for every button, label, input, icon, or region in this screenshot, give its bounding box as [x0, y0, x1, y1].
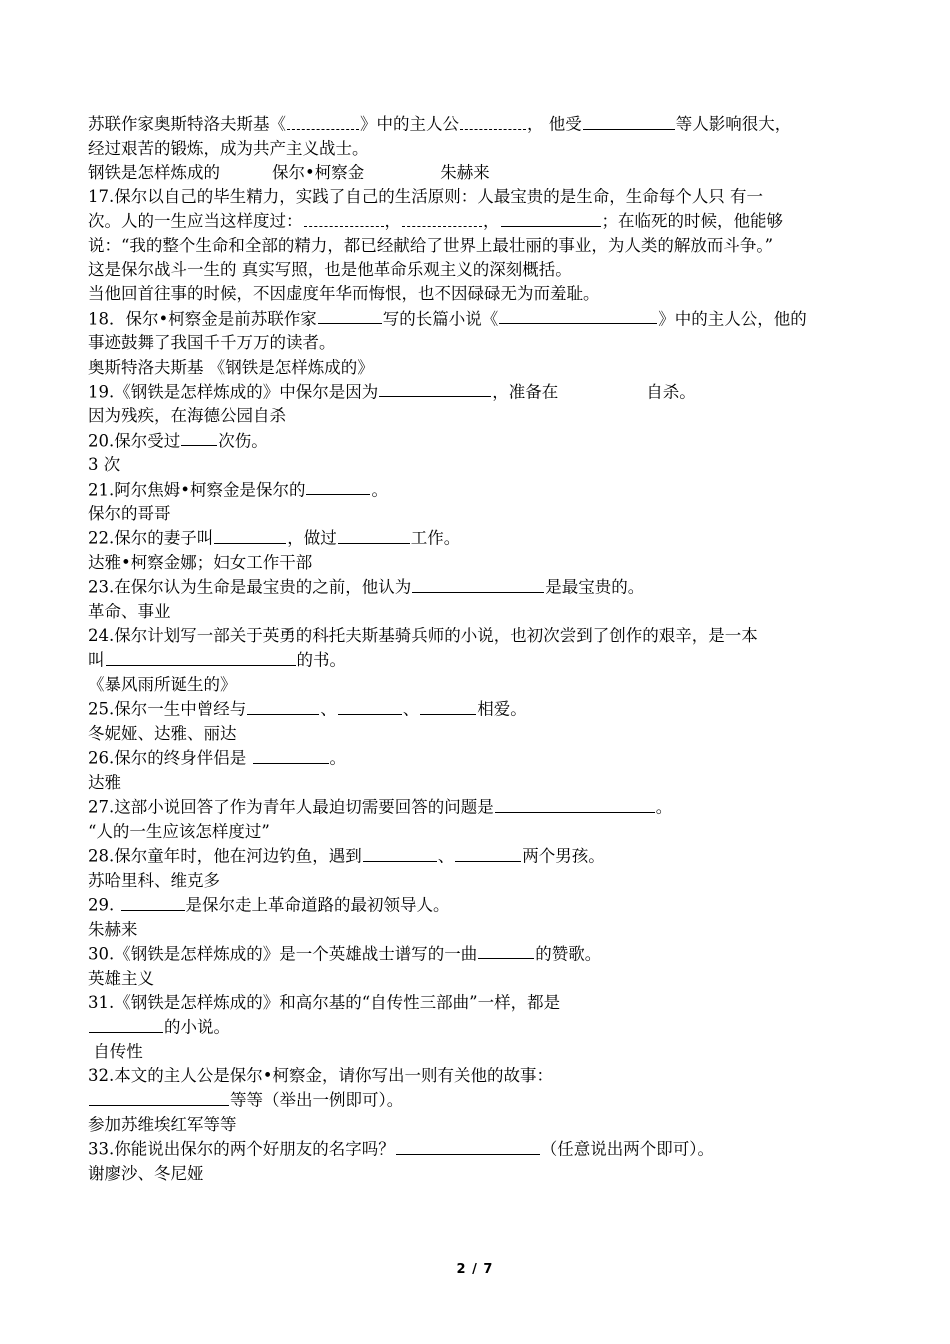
blank-field: [338, 697, 402, 715]
question-26: 26.保尔的终身伴侣是 。: [88, 746, 868, 771]
question-17-line-1: 17.保尔以自己的毕生精力，实践了自己的生活原则：人最宝贵的是生命，生命每个人只 有一: [88, 187, 763, 207]
question-18-line-1: 18．保尔•柯察金是前苏联作家 写的长篇小说《 》中的主人公，他的: [88, 307, 868, 332]
blank-field: [121, 893, 185, 911]
blank-field: [214, 526, 286, 544]
blank-field: [499, 307, 657, 325]
question-29: 29. 是保尔走上革命道路的最初领导人。: [88, 893, 868, 918]
blank-field: [495, 795, 655, 813]
blank-field: [583, 112, 675, 130]
answer-26: 达雅: [88, 772, 121, 792]
blank-field: [363, 844, 437, 862]
question-30: 30.《钢铁是怎样炼成的》是一个英雄战士谱写的一曲 的赞歌。: [88, 942, 868, 967]
blank-field: [253, 746, 329, 764]
question-24-line-2: 叫 的书。: [88, 648, 868, 673]
question-20: 20.保尔受过 次伤。: [88, 429, 868, 454]
blank-field: [318, 307, 382, 325]
question-24-line-1: 24.保尔计划写一部关于英勇的科托夫斯基骑兵师的小说，也初次尝到了创作的艰辛，是一本: [88, 626, 758, 646]
answer-23: 革命、事业: [88, 602, 171, 622]
blank-field: [379, 380, 491, 398]
blank-field: [287, 112, 359, 130]
answer-33: 谢廖沙、冬尼娅: [88, 1163, 204, 1183]
answer-30: 英雄主义: [88, 968, 154, 988]
blank-field: [460, 112, 526, 130]
blank-field: [106, 648, 296, 666]
question-31-line-1: 31.《钢铁是怎样炼成的》和高尔基的“自传性三部曲”一样，都是: [88, 992, 561, 1012]
blank-field: [89, 1088, 229, 1106]
answer-24: 《暴风雨所诞生的》: [88, 675, 237, 695]
blank-field: [402, 209, 482, 227]
answer-25: 冬妮娅、达雅、丽达: [88, 724, 237, 744]
question-17-line-3: 说：“我的整个生命和全部的精力，都已经献给了世界上最壮丽的事业，为人类的解放而斗争。”: [88, 236, 774, 256]
question-28: 28.保尔童年时，他在河边钓鱼，遇到 、 两个男孩。: [88, 844, 868, 869]
question-18-line-2: 事迹鼓舞了我国千千万万的读者。: [88, 333, 336, 353]
answer-17: 当他回首往事的时候，不因虚度年华而悔恨，也不因碌碌无为而羞耻。: [88, 284, 600, 304]
blank-field: [181, 429, 217, 447]
question-27: 27.这部小说回答了作为青年人最迫切需要回答的问题是 。: [88, 795, 868, 820]
document-body: [88, 112, 868, 1186]
blank-field: [396, 1137, 540, 1155]
blank-field: [338, 526, 410, 544]
question-17-line-4: 这是保尔战斗一生的 真实写照，也是他革命乐观主义的深刻概括。: [88, 260, 572, 280]
question-23: 23.在保尔认为生命是最宝贵的之前，他认为 是最宝贵的。: [88, 575, 868, 600]
question-25: 25.保尔一生中曾经与 、 、 相爱。: [88, 697, 868, 722]
answer-intro: 钢铁是怎样炼成的 保尔•柯察金 朱赫来: [88, 162, 490, 182]
answer-18: 奥斯特洛夫斯基 《钢铁是怎样炼成的》: [88, 357, 374, 377]
question-17-line-2: 次。人的一生应当这样度过： ， ， ；在临死的时候，他能够: [88, 209, 868, 234]
blank-field: [420, 697, 476, 715]
question-21: 21.阿尔焦姆•柯察金是保尔的 。: [88, 478, 868, 503]
answer-20: 3 次: [88, 455, 121, 475]
answer-32: 参加苏维埃红军等等: [88, 1114, 237, 1134]
question-31-line-2: 的小说。: [88, 1015, 868, 1040]
blank-field: [455, 844, 521, 862]
question-32-line-1: 32.本文的主人公是保尔•柯察金，请你写出一则有关他的故事：: [88, 1065, 553, 1085]
blank-field: [501, 209, 601, 227]
answer-27: “人的一生应该怎样度过”: [88, 821, 270, 841]
blank-field: [247, 697, 319, 715]
answer-21: 保尔的哥哥: [88, 504, 171, 524]
blank-field: [478, 942, 534, 960]
answer-22: 达雅•柯察金娜；妇女工作干部: [88, 553, 313, 573]
question-32-line-2: 等等（举出一例即可）。: [88, 1088, 868, 1113]
blank-field: [89, 1015, 163, 1033]
answer-31: 自传性: [88, 1041, 143, 1061]
blank-field: [412, 575, 544, 593]
answer-28: 苏哈里科、维克多: [88, 870, 220, 890]
answer-29: 朱赫来: [88, 919, 138, 939]
blank-field: [304, 209, 384, 227]
question-19: 19.《钢铁是怎样炼成的》中保尔是因为 ，准备在 自杀。: [88, 380, 868, 405]
question-33: 33.你能说出保尔的两个好朋友的名字吗？ （任意说出两个即可）。: [88, 1137, 868, 1162]
blank-field: [306, 478, 370, 496]
answer-19: 因为残疾，在海德公园自杀: [88, 406, 286, 426]
question-22: 22.保尔的妻子叫 ，做过 工作。: [88, 526, 868, 551]
question-intro-line-1: 苏联作家奥斯特洛夫斯基《 》中的主人公 ， 他受 等人影响很大，: [88, 112, 868, 137]
question-intro-line-2: 经过艰苦的锻炼，成为共产主义战士。: [88, 138, 369, 158]
page-number: 2 / 7: [456, 1262, 494, 1277]
